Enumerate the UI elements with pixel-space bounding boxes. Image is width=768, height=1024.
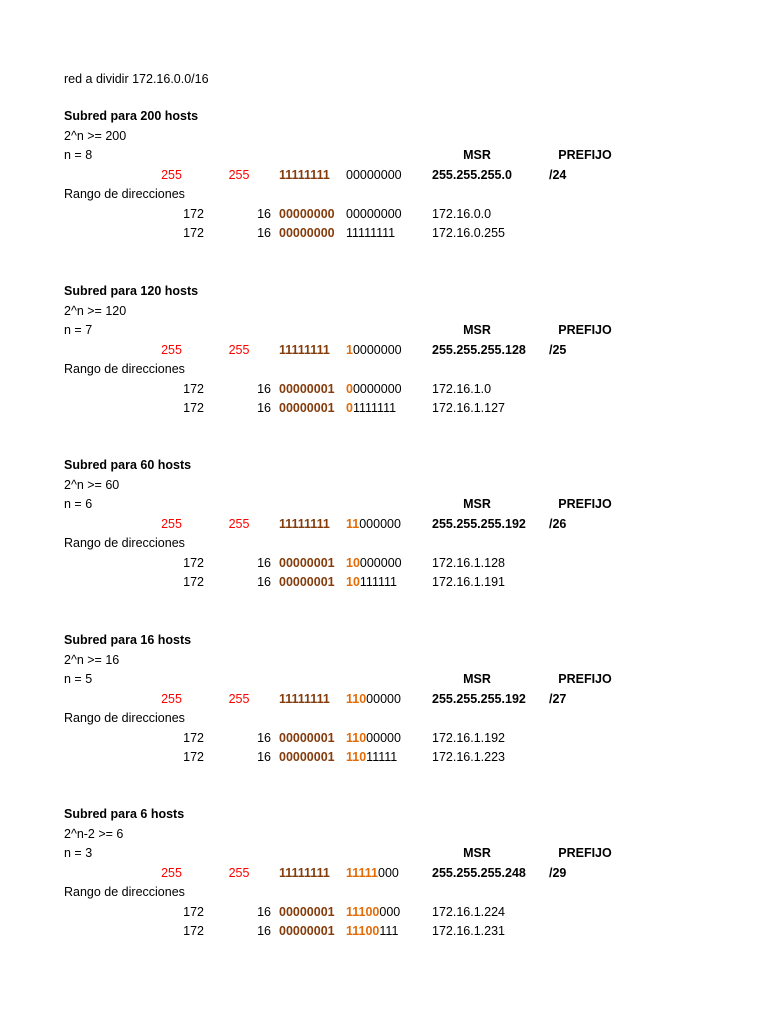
ip-octet-4-bits [346,380,402,400]
mask-octet-4-bits [346,166,402,186]
subnet-section [0,805,768,942]
range-row-last [0,224,768,244]
range-label-row [0,883,768,903]
subnet-section [0,282,768,419]
range-label: Rango de direcciones [64,885,185,899]
prefix-column-header: PREFIJO [558,148,612,162]
host-bits: 0000000 [352,381,402,396]
mask-octet-3-bits: 11111111 [279,691,330,706]
mask-octet-2: 255 [228,865,250,880]
host-bits: 000000 [359,555,402,570]
mask-octet-2: 255 [228,342,250,357]
section-title: Subred para 200 hosts [64,109,199,123]
formula-row [0,825,768,845]
ip-octet-3-bits: 00000001 [279,924,335,938]
msr-column-header: MSR [463,672,491,686]
ip-octet-3-bits: 00000000 [279,206,335,221]
ip-octet-4-bits [346,399,396,419]
mask-octet-3-bits: 11111111 [279,865,330,880]
formula-row [0,651,768,671]
ip-address: 172.16.1.231 [432,924,505,938]
mask-octet-4-bits [346,864,399,884]
range-row-last [0,748,768,768]
ip-octet-3-bits: 00000001 [279,730,335,745]
host-bits: 000000 [359,516,401,531]
host-bits: 111111 [359,575,397,589]
subnet-bits: 0 [346,401,353,415]
msr-value: 255.255.255.128 [432,342,526,357]
range-row-first [0,903,768,923]
host-formula: 2^n >= 200 [64,128,127,143]
range-label-row [0,360,768,380]
n-value: n = 6 [64,497,93,511]
mask-row [0,166,768,186]
host-bits: 00000 [366,691,401,706]
ip-octet-3-bits: 00000001 [279,575,335,589]
range-row-last [0,922,768,942]
msr-value: 255.255.255.248 [432,865,526,880]
subnet-section [0,631,768,768]
prefix-value: /25 [549,342,567,357]
range-label-row [0,709,768,729]
host-bits: 000 [378,865,399,880]
ip-octet-1: 172 [183,904,204,919]
host-bits: 11111 [366,750,398,764]
formula-row [0,302,768,322]
ip-octet-1: 172 [183,730,204,745]
msr-column-header: MSR [463,323,491,337]
range-row-last [0,573,768,593]
n-value: n = 7 [64,323,93,337]
host-bits: 00000000 [346,206,402,221]
ip-octet-2: 16 [257,730,271,745]
ip-octet-4-bits [346,922,398,942]
subnet-bits: 10 [346,575,360,589]
ip-octet-4-bits [346,729,401,749]
mask-octet-1: 255 [161,342,182,357]
range-row-first [0,729,768,749]
mask-octet-2: 255 [228,691,250,706]
ip-octet-2: 16 [257,924,271,938]
ip-address: 172.16.1.223 [432,750,505,764]
host-bits: 00000 [366,730,401,745]
ip-octet-3-bits: 00000001 [279,381,335,396]
mask-octet-1: 255 [161,516,182,531]
ip-octet-4-bits [346,903,400,923]
ip-octet-3-bits: 00000000 [279,226,335,240]
range-row-first [0,205,768,225]
ip-octet-1: 172 [183,555,204,570]
network-bits: 11111 [346,865,379,880]
n-value: n = 5 [64,672,93,686]
section-title: Subred para 16 hosts [64,633,192,647]
ip-octet-3-bits: 00000001 [279,904,335,919]
n-row [0,670,768,690]
msr-column-header: MSR [463,846,491,860]
ip-octet-2: 16 [257,904,271,919]
n-value: n = 8 [64,148,93,162]
host-bits: 111 [379,924,399,938]
ip-octet-1: 172 [183,206,204,221]
n-row [0,146,768,166]
network-bits: 11 [346,516,360,531]
n-row [0,321,768,341]
subnet-bits: 110 [346,730,367,745]
prefix-column-header: PREFIJO [558,497,612,511]
section-title: Subred para 60 hosts [64,458,192,472]
ip-address: 172.16.1.192 [432,730,505,745]
msr-value: 255.255.255.0 [432,167,512,182]
range-row-first [0,554,768,574]
range-label: Rango de direcciones [64,711,185,725]
ip-address: 172.16.1.128 [432,555,505,570]
host-formula: 2^n >= 16 [64,652,120,667]
subnet-section [0,456,768,593]
section-title: Subred para 6 hosts [64,807,185,821]
ip-octet-2: 16 [257,575,271,589]
range-label: Rango de direcciones [64,187,185,201]
ip-octet-1: 172 [183,575,204,589]
n-row [0,844,768,864]
prefix-value: /27 [549,691,567,706]
mask-octet-1: 255 [161,167,182,182]
ip-octet-4-bits [346,205,402,225]
title-row [0,456,768,476]
range-row-last [0,399,768,419]
prefix-column-header: PREFIJO [558,846,612,860]
mask-row [0,341,768,361]
title-row [0,282,768,302]
ip-octet-1: 172 [183,381,204,396]
ip-address: 172.16.0.0 [432,206,492,221]
host-formula: 2^n >= 60 [64,477,120,492]
range-label-row [0,534,768,554]
subnet-bits: 0 [346,381,353,396]
ip-octet-4-bits [346,573,397,593]
prefix-value: /29 [549,865,567,880]
ip-octet-2: 16 [257,555,271,570]
ip-octet-1: 172 [183,401,204,415]
prefix-value: /26 [549,516,567,531]
subnet-bits: 11100 [346,924,380,938]
ip-address: 172.16.1.191 [432,575,505,589]
msr-value: 255.255.255.192 [432,516,526,531]
ip-octet-2: 16 [257,401,271,415]
n-row [0,495,768,515]
ip-address: 172.16.0.255 [432,226,505,240]
network-bits: 1 [346,342,353,357]
section-title: Subred para 120 hosts [64,284,199,298]
prefix-value: /24 [549,167,567,182]
subnet-bits: 110 [346,750,367,764]
ip-octet-2: 16 [257,226,271,240]
ip-octet-1: 172 [183,226,204,240]
title-row [0,107,768,127]
mask-octet-3-bits: 11111111 [279,342,330,357]
subnet-bits: 11100 [346,904,380,919]
ip-octet-2: 16 [257,381,271,396]
subnet-bits: 10 [346,555,360,570]
mask-row [0,690,768,710]
msr-column-header: MSR [463,497,491,511]
host-bits: 000 [379,904,401,919]
ip-octet-4-bits [346,224,395,244]
msr-column-header: MSR [463,148,491,162]
mask-octet-3-bits: 11111111 [279,516,330,531]
subnet-section [0,107,768,244]
msr-value: 255.255.255.192 [432,691,526,706]
network-bits: 110 [346,691,367,706]
host-bits: 0000000 [352,342,402,357]
range-row-first [0,380,768,400]
mask-row [0,864,768,884]
ip-octet-2: 16 [257,206,271,221]
prefix-column-header: PREFIJO [558,323,612,337]
mask-octet-4-bits [346,690,401,710]
host-bits: 00000000 [346,167,402,182]
ip-octet-2: 16 [257,750,271,764]
ip-address: 172.16.1.0 [432,381,492,396]
title-row [0,805,768,825]
range-label-row [0,185,768,205]
mask-octet-4-bits [346,341,402,361]
ip-octet-3-bits: 00000001 [279,555,335,570]
host-bits: 1111111 [352,401,397,415]
host-formula: 2^n-2 >= 6 [64,826,124,841]
n-value: n = 3 [64,846,93,860]
ip-address: 172.16.1.224 [432,904,505,919]
formula-row [0,476,768,496]
mask-row [0,515,768,535]
ip-octet-4-bits [346,748,397,768]
mask-octet-2: 255 [228,516,250,531]
ip-address: 172.16.1.127 [432,401,505,415]
host-bits: 11111111 [346,226,396,240]
ip-octet-3-bits: 00000001 [279,401,335,415]
mask-octet-1: 255 [161,865,182,880]
intro-text: red a dividir 172.16.0.0/16 [64,72,209,86]
mask-octet-3-bits: 11111111 [279,167,330,182]
mask-octet-2: 255 [228,167,250,182]
ip-octet-1: 172 [183,750,204,764]
ip-octet-4-bits [346,554,402,574]
range-label: Rango de direcciones [64,536,185,550]
formula-row [0,127,768,147]
title-row [0,631,768,651]
prefix-column-header: PREFIJO [558,672,612,686]
ip-octet-1: 172 [183,924,204,938]
host-formula: 2^n >= 120 [64,303,127,318]
ip-octet-3-bits: 00000001 [279,750,335,764]
mask-octet-4-bits [346,515,401,535]
mask-octet-1: 255 [161,691,182,706]
range-label: Rango de direcciones [64,362,185,376]
